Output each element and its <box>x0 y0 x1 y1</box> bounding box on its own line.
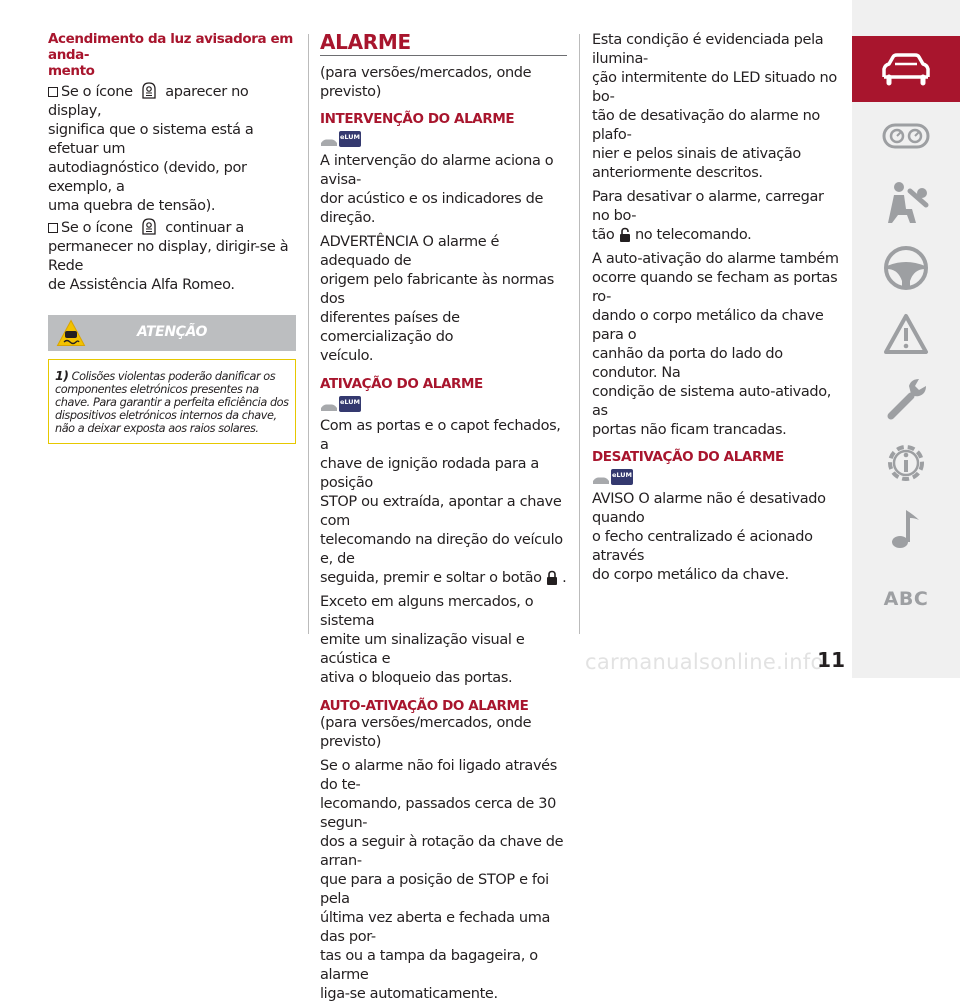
warning-box <box>48 359 296 444</box>
key-alert-icon <box>137 216 161 236</box>
checkbox-bullet-icon <box>48 223 58 233</box>
chapter-sidebar <box>852 0 960 678</box>
subtitle: (para versões/mercados, onde previsto) <box>320 715 532 750</box>
warning-triangle-icon <box>883 313 929 355</box>
column-divider <box>308 34 309 634</box>
paragraph: Se o ícone aparecer no display, significa que o sistema está a efetuar um autodiagnóstico (devido, por exemplo, a uma quebra de tensão). Se o ícone continuar a permanecer no display, dirigir-se à Rede de Assistência Alfa Romeo. <box>48 80 296 295</box>
tab-dashboard[interactable] <box>852 103 960 169</box>
elum-label: eLUM <box>339 131 361 147</box>
elum-label: eLUM <box>611 469 633 485</box>
paragraph: A auto-ativação do alarme também ocorre quando se fecham as portas ro- dando o corpo metálico da chave para o canhão da porta do lado do condutor. Na condição de sistema auto-ativado, as portas não ficam trancadas. <box>592 251 839 438</box>
paragraph: AVISO O alarme não é desativado quando o fecho centralizado é acionado através do corpo metálico da chave. <box>592 491 826 583</box>
warning-header <box>48 315 296 351</box>
tab-starting-driving[interactable] <box>852 235 960 301</box>
airbag-icon <box>882 179 930 227</box>
music-note-icon <box>888 507 924 551</box>
section-heading: INTERVENÇÃO DO ALARME <box>320 111 515 127</box>
tab-index[interactable] <box>852 566 960 632</box>
wrench-icon <box>883 376 929 422</box>
tab-safety[interactable] <box>852 170 960 236</box>
paragraph: Com as portas e o capot fechados, a chave de ignição rodada para a posição STOP ou extraída, apontar a chave com telecomando na direção do veículo e, de seguida, premir e soltar o botão . <box>320 418 567 586</box>
section-heading <box>48 31 296 79</box>
section-heading: DESATIVAÇÃO DO ALARME <box>592 449 784 465</box>
car-icon <box>320 137 338 147</box>
column-right <box>592 0 842 585</box>
paragraph: Esta condição é evidenciada pela ilumina- ção intermitente do LED situado no bo- tão de desativação do alarme no plafo- nier e pelos sinais de ativação anteriormente descritos. <box>592 32 837 181</box>
warning-text: 1) Colisões violentas poderão danificar os componentes eletrónicos presentes na chave. Para garantir a perfeita eficiência dos dispositivos eletrónicos internos da chave, não a deixar exposta aos raios solares. <box>55 368 289 435</box>
car-icon <box>320 402 338 412</box>
paragraph: ADVERTÊNCIA O alarme é adequado de origem pelo fabricante às normas dos diferentes países de comercialização do veículo. <box>320 234 554 364</box>
column-left <box>48 0 296 444</box>
elum-badge <box>320 129 567 147</box>
tab-technical-data[interactable] <box>852 430 960 496</box>
paragraph: Para desativar o alarme, carregar no bo- tão no telecomando. <box>592 189 824 243</box>
paragraph: A intervenção do alarme aciona o avisa- dor acústico e os indicadores de direção. <box>320 153 554 226</box>
page-number: 11 <box>817 648 845 672</box>
column-divider <box>579 34 580 634</box>
column-middle <box>320 0 567 1004</box>
tab-maintenance[interactable] <box>852 366 960 432</box>
title-rule <box>320 55 567 56</box>
dashboard-icon <box>882 121 930 151</box>
elum-badge <box>592 467 842 485</box>
checkbox-bullet-icon <box>48 87 58 97</box>
elum-label: eLUM <box>339 396 361 412</box>
warning-title: ATENÇÃO <box>136 324 208 340</box>
paragraph: Exceto em alguns mercados, o sistema emite um sinalização visual e acústica e ativa o bloqueio das portas. <box>320 594 534 686</box>
section-heading: AUTO-ATIVAÇÃO DO ALARME <box>320 698 529 714</box>
steering-wheel-icon <box>883 245 929 291</box>
subtitle: (para versões/mercados, onde previsto) <box>320 65 532 100</box>
car-icon <box>592 475 610 485</box>
gear-info-icon <box>882 439 930 487</box>
paragraph: Se o alarme não foi ligado através do te- lecomando, passados cerca de 30 segun- dos a seguir à rotação da chave de arran- que para a posição de STOP e foi pela última vez aberta e fechada uma das por- tas ou a tampa da bagageira, o alarme liga-se automaticamente. <box>320 758 564 1002</box>
tab-multimedia[interactable] <box>852 496 960 562</box>
tab-car[interactable] <box>852 36 960 102</box>
key-alert-icon <box>137 80 161 100</box>
lock-icon <box>546 570 558 586</box>
car-icon <box>878 52 934 86</box>
elum-badge <box>320 394 567 412</box>
heading-line: mento <box>48 63 95 79</box>
section-heading: ATIVAÇÃO DO ALARME <box>320 376 483 392</box>
page-title: ALARME <box>320 30 411 54</box>
heading-line: Acendimento da luz avisadora em anda- <box>48 31 293 63</box>
index-label: ABC <box>883 588 929 610</box>
unlock-icon <box>619 227 631 243</box>
tab-emergency[interactable] <box>852 301 960 367</box>
watermark: carmanualsonline.info <box>585 650 824 674</box>
